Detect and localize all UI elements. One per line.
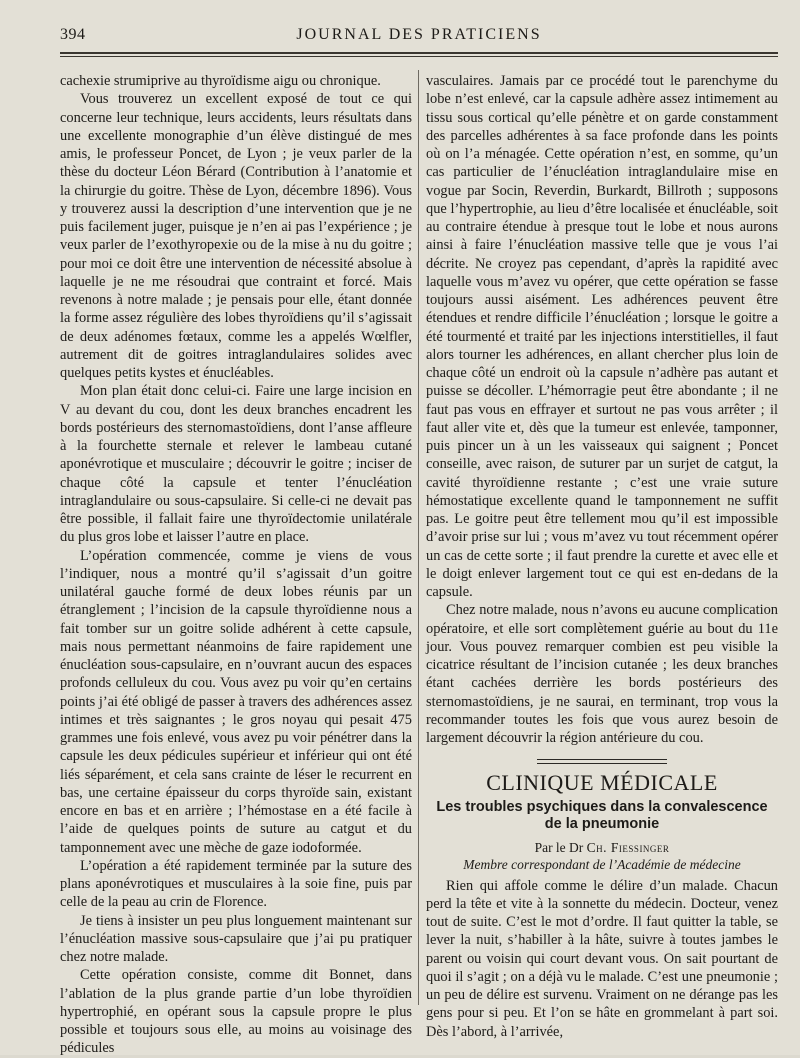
header-rule bbox=[60, 52, 778, 57]
section-separator bbox=[537, 759, 667, 764]
paragraph: Cette opération consiste, comme dit Bonnet, dans l’ablation de la plus grande partie d’un lobe thyroïdien hypertrophié, en opérant sous la capsule propre le plus possible et toujours sous elle, au moins au voisinage des pédicules bbox=[60, 967, 412, 1057]
column-divider bbox=[418, 70, 419, 1005]
paragraph: L’opération a été rapidement terminée par la suture des plans aponévrotiques et musculaires à la soie fine, puis par celle de la peau au crin de Florence. bbox=[60, 857, 412, 911]
running-title: JOURNAL DES PRATICIENS bbox=[296, 26, 542, 43]
page-number: 394 bbox=[60, 26, 86, 43]
paragraph: L’opération commencée, comme je viens de vous l’indiquer, nous a montré qu’il s’agissait d’un goitre unilatéral gauche formé de deux lobes réunis par un étranglement ; l’incision de la capsule thyroïdienne nous a fait tomber sur un goitre solide adhérent à cette capsule, mais nous permettant néanmoins de faire rapidement une énucléation sous-capsulaire, en n’ouvrant aucun des espaces profonds celluleux du cou. Vous avez pu voir qu’en certains points j’ai été obligé de passer à travers des adhérences assez intimes et très saignantes ; le gros noyau qui pesait 475 grammes une fois enlevé, vous avez pu voir pénétrer dans la capsule les deux pédicules supérieur et inférieur qui ont été liés séparément, et cela sans crainte de léser le recurrent en bas, une certaine épaisseur du corps thyroïde sain, existant encore en bas et en arrière ; l’hémostase en a été facile à l’aide de quelques points de suture au catgut et du tamponnement avec une mèche de gaze iodoformée. bbox=[60, 547, 412, 856]
paragraph: Vous trouverez un excellent exposé de tout ce qui concerne leur technique, leurs accidents, leurs résultats dans une excellente monographie d’un élève distingué de mes amis, le professeur Poncet, de Lyon ; je veux parler de la thèse du docteur Léon Bérard (Contribution à l’anatomie et la chirurgie du goitre. Thèse de Lyon, décembre 1896). Vous y trouverez aussi la description d’une intervention que je ne puis facilement juger, puisque je n’en ai pas l’expérience ; je veux parler de l’exothyropexie ou de la mise à nu du goitre ; pour moi ce doit être une intervention de nécessité absolue à laquelle je ne me résoudrai que contraint et forcé. Mais revenons à notre malade ; je pensais pour elle, étant donnée la forme assez régulière des lobes thyroïdiens qu’il s’agissait de deux adénomes fœtaux, comme les a appelés Wœlfler, autrement dit de goitres intraglandulaires solides avec quelques petits kystes et énucléables. bbox=[60, 91, 412, 381]
right-column bbox=[426, 72, 778, 1041]
paragraph: cachexie strumiprive au thyroïdisme aigu ou chronique. bbox=[60, 73, 381, 89]
byline-prefix: Par le Dr bbox=[534, 839, 587, 855]
section-title: CLINIQUE MÉDICALE bbox=[486, 770, 718, 796]
page-header bbox=[60, 26, 778, 48]
article-title: Les troubles psychiques dans la convalescence de la pneumonie bbox=[436, 798, 768, 832]
paragraph: Chez notre malade, nous n’avons eu aucune complication opératoire, et elle sort complètement guérie au bout du 11e jour. Vous pouvez remarquer combien est peu visible la cicatrice résultant de l’incision cutanée ; les deux branches étant cachées derrière les bords postérieurs des sternomastoïdiens, je ne saurai, en terminant, trop vous la recommander toutes les fois que vous aurez besoin de largement découvrir la région antérieure du cou. bbox=[426, 602, 778, 746]
left-column bbox=[60, 72, 412, 1058]
paragraph: Mon plan était donc celui-ci. Faire une large incision en V au devant du cou, dont les deux branches encadrent les bords postérieurs des sternomastoïdiens, dont l’anse affleure à la fourchette sternale et relever le lambeau cutané aponévrotique et musculaire ; découvrir le goitre ; inciser de chaque côté la capsule et tenter l’énucléation intraglandulaire ou sous-capsulaire. Si celle-ci ne devait pas être possible, il fallait faire une thyroïdectomie unilatérale du plus gros lobe et laisser l’autre en place. bbox=[60, 383, 412, 546]
author-name: Ch. Fiessinger bbox=[586, 839, 670, 855]
paragraph: vasculaires. Jamais par ce procédé tout le parenchyme du lobe n’est enlevé, car la capsule adhère assez intimement au tissu sous cortical qu’elle pénètre et on garde constamment des parcelles adhérentes à sa face profonde dans les points où on l’a ménagée. Cette opération n’est, en somme, qu’un cas particulier de l’énucléation intraglandulaire mise en vogue par Socin, Reverdin, Burkardt, Billroth ; supposons que l’hypertrophie, au lieu d’être localisée et énucléable, soit au contraire étendue à presque tout le lobe et nous aurons ainsi à faire l’énucléation massive telle que je vous l’ai décrite. Ne croyez pas cependant, d’après la rapidité avec laquelle vous m’avez vu opérer, que cette opération se fasse toujours aussi aisément. Les adhérences peuvent être étendues et rendre difficile l’énucléation ; lorsque le goitre a été tourmenté et traité par les injections interstitielles, il faut alors tourner les adhérences, en allant chercher plus loin de chaque côté un endroit où la capsule n’adhère pas autant et puisse se décoller. L’hémorragie peut être abondante ; il ne faut pas vous en effrayer et surtout ne pas vous arrêter ; il faut aller vite et, dès que la tumeur est enlevée, tamponner, puis pincer un à un les vaisseaux qui saignent ; Poncet conseille, avec raison, de suturer par un surjet de catgut, la cavité thyroïdienne restante ; c’est une vraie suture hémostatique excellente quand le tamponnement ne suffit pas. Le goitre peut être tellement mou qu’il est impossible d’avoir prise sur lui ; vous m’avez vu tout récemment opérer un cas de cette sorte ; il faut prendre la curette et avec elle et le doigt enlever largement tout ce qui est en-dedans de la capsule. bbox=[426, 73, 778, 600]
paragraph: Je tiens à insister un peu plus longuement maintenant sur l’énucléation massive sous-capsulaire que j’ai pu pratiquer chez notre malade. bbox=[60, 912, 412, 965]
byline bbox=[426, 839, 778, 856]
paragraph: Rien qui affole comme le délire d’un malade. Chacun perd la tête et vite à la sonnette du médecin. Docteur, venez tout de suite. C’est le mot d’ordre. Il faut quitter la table, se lever la nuit, s’habiller à la hâte, suivre à toutes jambes le parent ou voisin qui court devant vous. On sait pourtant de quoi il s’agit ; on a déjà vu le malade. C’est une pneumonie ; un peu de délire est survenu. Vraiment on ne dérange pas les gens pour si peu. Et l’on se hâte en grommelant à part soi. Dès l’abord, à l’arrivée, bbox=[426, 877, 778, 1040]
author-affiliation: Membre correspondant de l’Académie de médecine bbox=[463, 856, 741, 872]
